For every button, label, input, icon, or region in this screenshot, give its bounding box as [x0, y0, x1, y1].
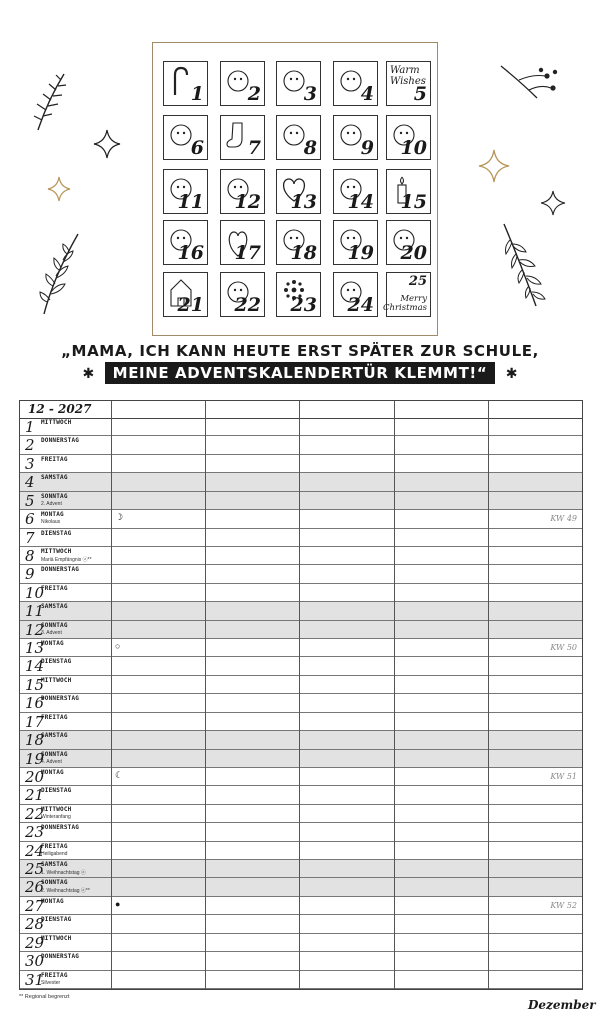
door-number: 14: [347, 191, 374, 213]
calendar-week: KW 51: [550, 771, 577, 781]
day-row[interactable]: [20, 492, 582, 510]
day-number: 20: [25, 767, 45, 786]
quote-line-2-wrap: [0, 362, 600, 384]
calendar-week: KW 49: [550, 514, 577, 524]
advent-door-20: [386, 220, 431, 265]
day-number: 29: [25, 933, 45, 952]
fern-branch-icon: [38, 232, 82, 316]
weekday-name: MONTAG: [41, 511, 64, 519]
family-planner-grid: [19, 400, 583, 990]
door-number: 1: [190, 83, 204, 105]
weekday-name: SAMSTAG: [41, 861, 68, 869]
door-number: 11: [177, 191, 204, 213]
door-number: 21: [177, 294, 204, 316]
column-divider: [488, 401, 489, 989]
day-row[interactable]: [20, 602, 582, 620]
advent-door-3: [276, 61, 321, 106]
planner-header: [20, 401, 582, 419]
advent-door-17: [220, 220, 265, 265]
column-divider: [205, 401, 206, 989]
door-number: 25: [408, 274, 427, 289]
weekday-name: DONNERSTAG: [41, 566, 80, 574]
day-row[interactable]: [20, 547, 582, 565]
day-row[interactable]: [20, 823, 582, 841]
door-number: 6: [190, 137, 204, 159]
weekday-name: DONNERSTAG: [41, 953, 80, 961]
weekday-name: SONNTAG: [41, 492, 68, 500]
holiday-label: Heiligabend: [41, 850, 68, 857]
day-number: 18: [25, 731, 45, 750]
day-row[interactable]: [20, 657, 582, 675]
door-number: 20: [400, 242, 427, 264]
door-number: 17: [234, 242, 261, 264]
day-number: 27: [25, 896, 45, 915]
door-number: 12: [234, 191, 261, 213]
weekday-name: FREITAG: [41, 713, 68, 721]
day-row[interactable]: [20, 565, 582, 583]
berry-branch-icon: [497, 60, 559, 100]
day-row[interactable]: [20, 786, 582, 804]
day-number: 6: [25, 510, 35, 529]
column-divider: [394, 401, 395, 989]
weekday-name: DIENSTAG: [41, 787, 72, 795]
day-number: 21: [25, 786, 45, 805]
advent-door-21: [163, 272, 208, 317]
advent-door-2: [220, 61, 265, 106]
day-row[interactable]: [20, 436, 582, 454]
door-number: 15: [400, 191, 427, 213]
weekday-name: DONNERSTAG: [41, 824, 80, 832]
door-number: 7: [247, 137, 261, 159]
weekday-name: MITTWOCH: [41, 934, 72, 942]
day-row[interactable]: [20, 768, 582, 786]
day-row[interactable]: [20, 878, 582, 896]
day-number: 28: [25, 915, 45, 934]
door-number: 8: [303, 137, 317, 159]
advent-door-6: [163, 115, 208, 160]
day-number: 9: [25, 565, 35, 584]
advent-door-13: [276, 169, 321, 214]
calendar-week: KW 50: [550, 643, 577, 653]
day-row[interactable]: [20, 897, 582, 915]
weekday-name: DONNERSTAG: [41, 695, 80, 703]
advent-door-4: [333, 61, 378, 106]
day-row[interactable]: [20, 621, 582, 639]
weekday-name: DIENSTAG: [41, 916, 72, 924]
advent-door-23: [276, 272, 321, 317]
advent-door-25: [382, 272, 431, 317]
door-number: 9: [360, 137, 374, 159]
advent-door-18: [276, 220, 321, 265]
day-number: 13: [25, 639, 45, 658]
door-number: 19: [347, 242, 374, 264]
day-number: 3: [25, 454, 35, 473]
column-divider: [111, 401, 112, 989]
day-number: 16: [25, 694, 45, 713]
column-divider: [299, 401, 300, 989]
day-number: 15: [25, 675, 45, 694]
advent-door-5: [386, 61, 431, 106]
day-number: 4: [25, 473, 35, 492]
four-point-star-icon: [540, 190, 566, 216]
door-number: 22: [234, 294, 261, 316]
day-row[interactable]: [20, 731, 582, 749]
door-number: 13: [290, 191, 317, 213]
advent-door-14: [333, 169, 378, 214]
advent-door-19: [333, 220, 378, 265]
day-row[interactable]: [20, 952, 582, 970]
fern-branch-icon: [500, 222, 552, 308]
month-signature: Dezember: [528, 998, 596, 1012]
day-row[interactable]: [20, 510, 582, 528]
day-number: 1: [25, 418, 35, 436]
door-number: 18: [290, 242, 317, 264]
advent-door-10: [386, 115, 431, 160]
day-row[interactable]: [20, 639, 582, 657]
weekday-name: DIENSTAG: [41, 658, 72, 666]
weekday-name: DIENSTAG: [41, 529, 72, 537]
door-number: 16: [177, 242, 204, 264]
weekday-name: MITTWOCH: [41, 676, 72, 684]
calendar-week: KW 52: [550, 900, 577, 910]
weekday-name: SAMSTAG: [41, 732, 68, 740]
quote-line-1: „MAMA, ICH KANN HEUTE ERST SPÄTER ZUR SCHULE,: [61, 342, 539, 360]
day-row[interactable]: [20, 750, 582, 768]
weekday-name: SAMSTAG: [41, 474, 68, 482]
day-number: 10: [25, 583, 45, 602]
day-row[interactable]: [20, 971, 582, 989]
day-row[interactable]: [20, 713, 582, 731]
weekday-name: SONNTAG: [41, 621, 68, 629]
day-number: 26: [25, 878, 45, 897]
day-row[interactable]: [20, 584, 582, 602]
day-row[interactable]: [20, 860, 582, 878]
asterisk-icon: ✱: [82, 365, 95, 382]
door-number: 23: [290, 294, 317, 316]
door-number: 10: [400, 137, 427, 159]
day-row[interactable]: [20, 529, 582, 547]
day-number: 8: [25, 546, 35, 565]
holiday-label: 2. Advent: [41, 500, 62, 507]
weekday-name: FREITAG: [41, 584, 68, 592]
weekday-name: SAMSTAG: [41, 603, 68, 611]
day-number: 2: [25, 436, 35, 455]
advent-door-8: [276, 115, 321, 160]
day-row[interactable]: [20, 676, 582, 694]
footnote: ** Regional begrenzt: [19, 994, 70, 1000]
day-number: 17: [25, 712, 45, 731]
holiday-label: 3. Advent: [41, 629, 62, 636]
four-point-star-icon: [92, 128, 122, 160]
door-greeting: Merry Christmas: [382, 294, 427, 314]
day-row[interactable]: [20, 455, 582, 473]
day-number: 19: [25, 749, 45, 768]
day-number: 12: [25, 620, 45, 639]
pine-branch-icon: [30, 70, 70, 132]
advent-door-24: [333, 272, 378, 317]
holiday-label: Silvester: [41, 979, 61, 986]
holiday-label: 2. Weihnachtstag ⓐ**: [41, 888, 90, 895]
day-number: 14: [25, 657, 45, 676]
day-number: 23: [25, 823, 45, 842]
door-number: 5: [413, 83, 427, 105]
weekday-name: FREITAG: [41, 971, 68, 979]
weekday-name: SONNTAG: [41, 750, 68, 758]
quote-line-2: MEINE ADVENTSKALENDERTÜR KLEMMT!“: [105, 362, 496, 384]
moon-phase-icon: ☾: [115, 769, 124, 780]
holiday-label: Mariä Empfängnis ⓐ**: [41, 556, 92, 563]
advent-door-15: [386, 169, 431, 214]
weekday-name: DONNERSTAG: [41, 437, 80, 445]
moon-phase-icon: ☽: [115, 512, 124, 523]
day-number: 11: [25, 602, 45, 621]
day-number: 5: [25, 491, 35, 510]
day-row[interactable]: [20, 694, 582, 712]
weekday-name: MITTWOCH: [41, 547, 72, 555]
weekday-name: MONTAG: [41, 897, 64, 905]
advent-door-16: [163, 220, 208, 265]
weekday-name: FREITAG: [41, 455, 68, 463]
weekday-name: MITTWOCH: [41, 805, 72, 813]
advent-door-7: [220, 115, 265, 160]
four-point-star-icon: [47, 176, 71, 202]
day-row[interactable]: [20, 934, 582, 952]
moon-phase-icon: ●: [115, 898, 121, 909]
door-number: 4: [360, 83, 374, 105]
door-number: 3: [303, 83, 317, 105]
day-number: 30: [25, 952, 45, 971]
advent-door-11: [163, 169, 208, 214]
day-row[interactable]: [20, 805, 582, 823]
advent-door-9: [333, 115, 378, 160]
door-number: 2: [247, 83, 261, 105]
advent-door-1: [163, 61, 208, 106]
day-row[interactable]: [20, 842, 582, 860]
holiday-label: 1. Weihnachtstag ⓐ: [41, 870, 86, 877]
door-greeting: Warm Wishes: [390, 65, 426, 87]
door-number: 24: [347, 294, 374, 316]
moon-phase-icon: ○: [115, 641, 121, 652]
weekday-name: SONNTAG: [41, 879, 68, 887]
day-row[interactable]: [20, 915, 582, 933]
advent-door-12: [220, 169, 265, 214]
day-number: 22: [25, 804, 45, 823]
day-number: 25: [25, 860, 45, 879]
month-label: 12 - 2027: [28, 402, 92, 416]
holiday-label: Winteranfang: [41, 813, 71, 820]
four-point-star-icon: [477, 148, 511, 184]
asterisk-icon: ✱: [505, 365, 518, 382]
day-row[interactable]: [20, 418, 582, 436]
advent-door-22: [220, 272, 265, 317]
day-number: 24: [25, 841, 45, 860]
weekday-name: MONTAG: [41, 640, 64, 648]
day-row[interactable]: [20, 473, 582, 491]
weekday-name: MONTAG: [41, 768, 64, 776]
weekday-name: FREITAG: [41, 842, 68, 850]
day-number: 31: [25, 970, 45, 989]
weekday-name: MITTWOCH: [41, 419, 72, 426]
holiday-label: Nikolaus: [41, 519, 61, 526]
holiday-label: 4. Advent: [41, 758, 62, 765]
advent-calendar: [152, 42, 438, 336]
day-number: 7: [25, 528, 35, 547]
